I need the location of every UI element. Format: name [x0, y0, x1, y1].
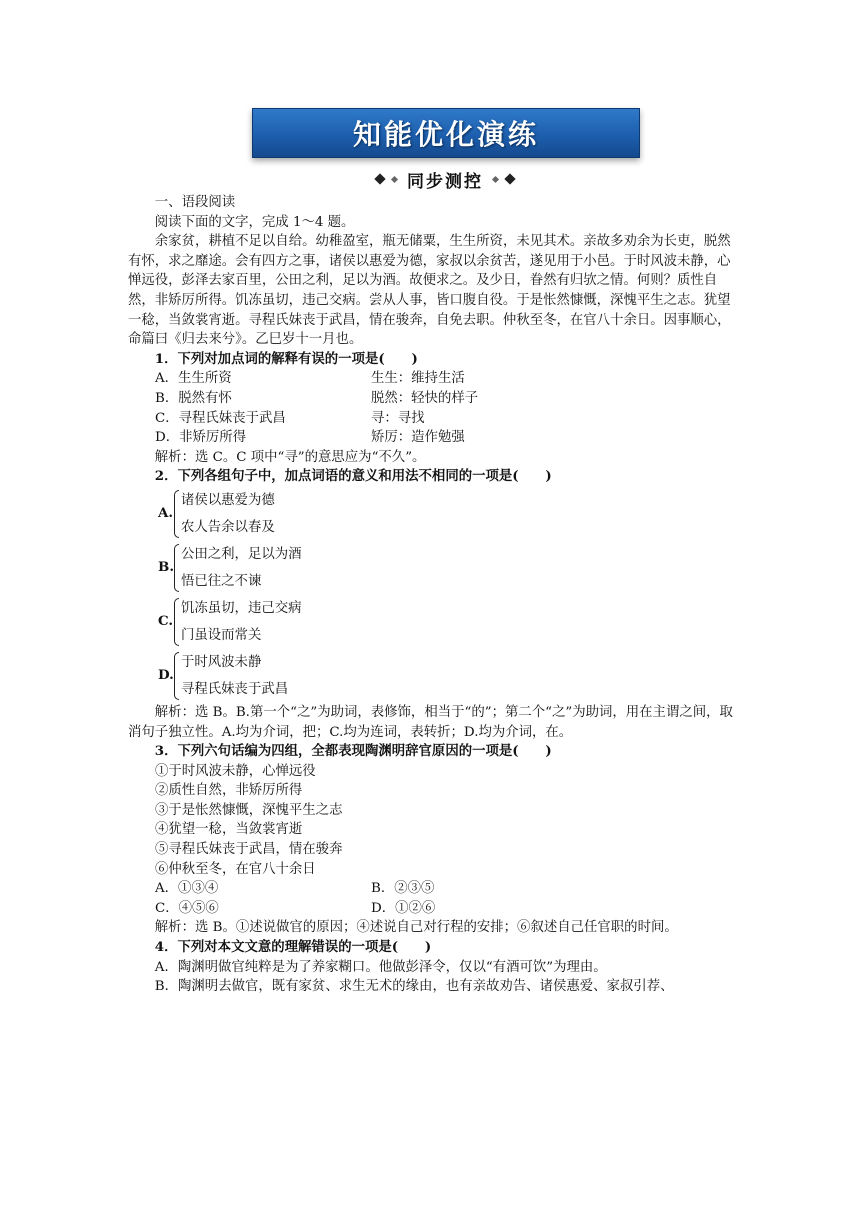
- q2-group: D. 于时风波未静 寻程氏妹丧于武昌: [158, 649, 736, 703]
- q3-item: ①于时风波未静，心惮远役: [155, 763, 316, 779]
- q3-item: ②质性自然，非矫厉所得: [155, 783, 303, 799]
- subbanner-title: 同步测控: [407, 171, 483, 192]
- q1-option: D．非矫厉所得 矫厉：造作勉强: [155, 430, 465, 446]
- q1-option: C．寻程氏妹丧于武昌 寻：寻找: [155, 410, 425, 426]
- q3-item: ⑥仲秋至冬，在官八十余日: [155, 861, 316, 877]
- q4-option: A．陶渊明做官纯粹是为了养家糊口。他做彭泽令，仅以“有酒可饮”为理由。: [154, 959, 607, 975]
- q2-group: C. 饥冻虽切，违己交病 门虽设而常关: [158, 595, 736, 649]
- q2-group: B. 公田之利，足以为酒 悟已往之不谏: [158, 541, 736, 595]
- question-4-stem: 4．下列对本文文意的理解错误的一项是( ): [154, 939, 432, 956]
- banner-title: 知能优化演练: [252, 108, 640, 158]
- passage: 余家贫，耕植不足以自给。幼稚盈室，瓶无储粟，生生所资，未见其术。亲故多劝余为长吏，脱然有怀，求之靡途。会有四方之事，诸侯以惠爱为德，家叔以余贫苦，遂见用于小邑。于时风波未静，心惮远役，彭泽去家百里，公田之利，足以为酒。故便求之。及少日，眷然有归欤之情。何则？质性自然，非矫厉所得。饥冻虽切，违己交病。尝从人事，皆口腹自役。于是怅然慷慨，深愧平生之志。犹望一稔，当敛裳宵逝。寻程氏妹丧于武昌，情在骏奔，自免去职。仲秋至冬，在官八十余日。因事顺心，命篇曰《归去来兮》。乙巳岁十一月也。: [128, 234, 731, 348]
- q3-item: ③于是怅然慷慨，深愧平生之志: [155, 802, 343, 818]
- subbanner: [350, 166, 540, 192]
- q2-group: A. 诸侯以惠爱为德 农人告余以春及: [158, 487, 736, 541]
- q1-option: B．脱然有怀 脱然：轻快的样子: [155, 390, 479, 406]
- q2-analysis: 解析：选 B。B.第一个“之”为助词，表修饰，相当于“的”；第二个“之”为助词，用在主谓之间，取消句子独立性。A.均为介词，把；C.均为连词，表转折；D.均为介词，在。: [128, 704, 733, 740]
- diamond-small-icon: [391, 175, 398, 182]
- diamond-small-icon: [492, 175, 499, 182]
- diamond-icon: [504, 173, 515, 184]
- q3-option: A．①③④ B．②③⑤: [155, 881, 435, 897]
- section-heading: 一、语段阅读: [154, 195, 236, 210]
- question-3-stem: 3．下列六句话编为四组，全都表现陶渊明辞官原因的一项是( ): [154, 743, 552, 760]
- question-2-stem: 2．下列各组句子中，加点词语的意义和用法不相同的一项是( ): [154, 468, 552, 485]
- q3-option: C．④⑤⑥ D．①②⑥: [155, 900, 436, 916]
- document-body: [128, 193, 736, 997]
- q3-item: ⑤寻程氏妹丧于武昌，情在骏奔: [155, 842, 343, 858]
- q3-analysis: 解析：选 B。①述说做官的原因；④述说自己对行程的安排；⑥叙述自己任官职的时间。: [154, 920, 678, 936]
- q1-option: A．生生所资 生生：维持生活: [155, 371, 465, 387]
- diamond-icon: [374, 173, 385, 184]
- instruction: 阅读下面的文字，完成 1～4 题。: [154, 214, 355, 230]
- question-1-stem: 1．下列对加点词的解释有误的一项是( ): [154, 350, 418, 367]
- q4-option: B．陶渊明去做官，既有家贫、求生无术的缘由，也有亲故劝告、诸侯惠爱、家叔引荐、: [154, 979, 674, 995]
- q3-item: ④犹望一稔，当敛裳宵逝: [155, 822, 303, 838]
- q1-analysis: 解析：选 C。C 项中“寻”的意思应为“不久”。: [154, 449, 426, 465]
